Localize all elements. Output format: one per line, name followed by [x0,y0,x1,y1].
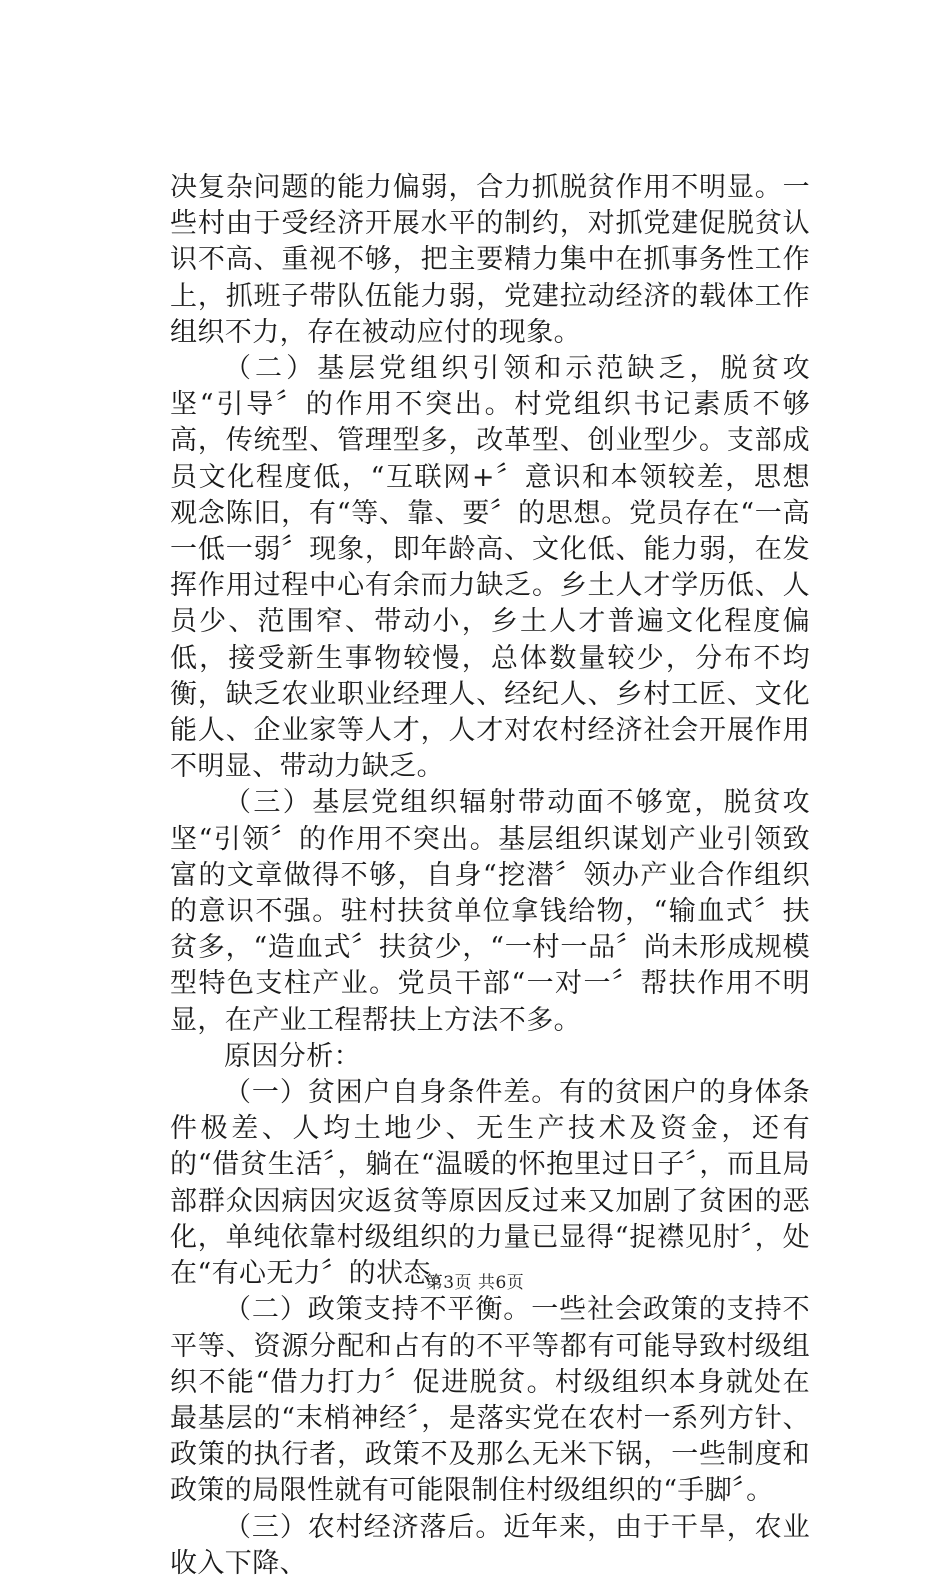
paragraph-cause-2: （二）政策支持不平衡。一些社会政策的支持不平等、资源分配和占有的不平等都有可能导致村级组织不能“借力打力〞促进脱贫。村级组织本身就处在最基层的“末梢神经〞，是落实党在农村一系列方针、政策的执行者，政策不及那么无米下锅，一些制度和政策的局限性就有可能限制住村级组织的“手脚〞。 [170,1294,810,1507]
paragraph-cause-3: （三）农村经济落后。近年来，由于干旱，农业收入下降、 [170,1511,810,1579]
paragraph-cause-analysis-heading: 原因分析： [224,1040,361,1072]
paragraph-section-2: （二）基层党组织引领和示范缺乏，脱贫攻坚“引导〞的作用不突出。村党组织书记素质不够高，传统型、管理型多，改革型、创业型少。支部成员文化程度低，“互联网+〞意识和本领较差，思想观念陈旧，有“等、靠、要〞的思想。党员存在“一高一低一弱〞现象，即年龄高、文化低、能力弱，在发挥作用过程中心有余而力缺乏。乡土人才学历低、人员少、范围窄、带动小，乡土人才普遍文化程度偏低，接受新生事物较慢，总体数量较少，分布不均衡，缺乏农业职业经理人、经纪人、乡村工匠、文化能人、企业家等人才，人才对农村经济社会开展作用不明显、带动力缺乏。 [170,353,810,783]
paragraph-section-3: （三）基层党组织辐射带动面不够宽，脱贫攻坚“引领〞的作用不突出。基层组织谋划产业引领致富的文章做得不够，自身“挖潜〞领办产业合作组织的意识不强。驻村扶贫单位拿钱给物，“输血式〞扶贫多，“造血式〞扶贫少，“一村一品〞尚未形成规模型特色支柱产业。党员干部“一对一〞帮扶作用不明显，在产业工程帮扶上方法不多。 [170,787,810,1036]
paragraph-continuation: 决复杂问题的能力偏弱，合力抓脱贫作用不明显。一些村由于受经济开展水平的制约，对抓党建促脱贫认识不高、重视不够，把主要精力集中在抓事务性工作上，抓班子带队伍能力弱，党建拉动经济的载体工作组织不力，存在被动应付的现象。 [170,172,810,348]
document-body [170,170,810,1582]
paragraph-cause-1: （一）贫困户自身条件差。有的贫困户的身体条件极差、人均土地少、无生产技术及资金，还有的“借贫生活〞，躺在“温暖的怀抱里过日子〞，而且局部群众因病因灾返贫等原因反过来又加剧了贫困的恶化，单纯依靠村级组织的力量已显得“捉襟见肘〞，处在“有心无力〞的状态。 [170,1077,810,1290]
page-footer: 第3页 共6页 [425,1273,525,1293]
